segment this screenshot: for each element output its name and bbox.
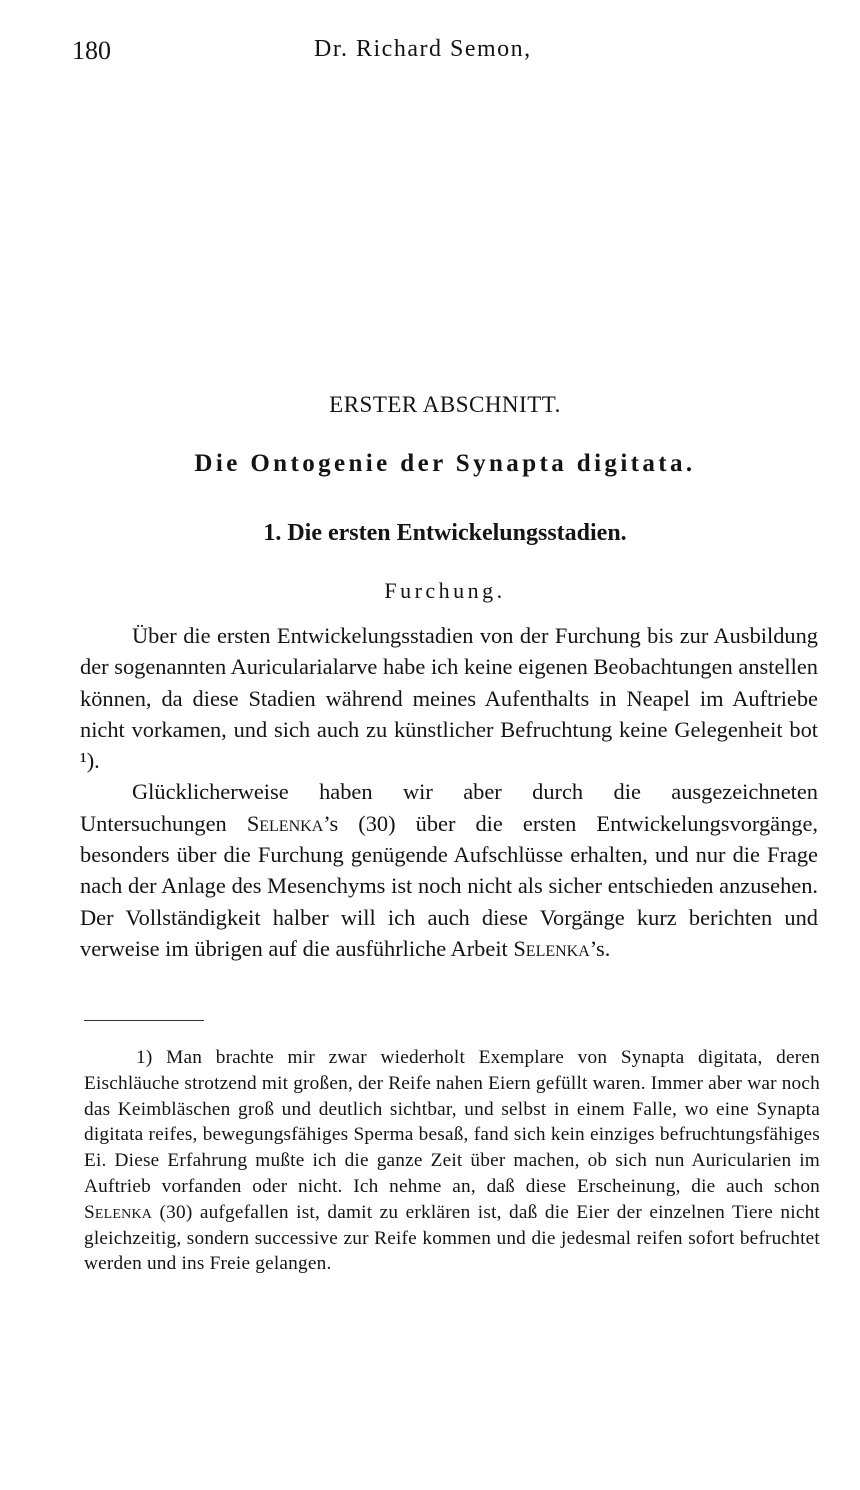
paragraph-2 xyxy=(80,776,818,964)
body-text xyxy=(80,620,818,964)
paragraph-2-text-b: ’s (30) über die ersten Entwickelungsvorgänge, besonders über die Furchung genügende Aufschlüsse erhalten, und nur die Frage nach der Anlage des Mesenchyms ist noch nicht als sicher entschieden anzusehen. Der Vollständigkeit halber will ich auch diese Vorgänge kurz berichten und verweise im übrigen auf die ausführliche Arbeit xyxy=(80,810,818,961)
section-label: ERSTER ABSCHNITT. xyxy=(329,392,561,417)
footnote-paragraph xyxy=(84,1045,820,1277)
page-number: 180 xyxy=(72,36,111,65)
footnote xyxy=(84,1045,820,1277)
author-name: Selenka xyxy=(513,935,590,961)
chapter-title: Die Ontogenie der Synapta digitata. xyxy=(194,450,696,477)
author-name: Selenka xyxy=(246,810,324,836)
footnote-text-a: 1) Man brachte mir zwar wiederholt Exemplare von Synapta digitata, deren Eischläuche strotzend mit großen, der Reife nahen Eiern gefüllt waren. Immer aber war noch das Keimbläschen groß und deutlich sichtbar, und selbst in einem Falle, wo eine Synapta digitata reifes, bewegungsfähiges Sperma besaß, fand sich kein einziges befruchtungsfähiges Ei. Diese Erfahrung mußte ich die ganze Zeit über machen, ob sich nun Auricularien im Auftrieb vorfanden oder nicht. Ich nehme an, daß diese Erscheinung, die auch schon xyxy=(84,1047,820,1197)
paragraph-2-text-a: Glücklicherweise haben wir aber durch die ausgezeichneten Untersuchungen xyxy=(80,779,818,836)
running-head: Dr. Richard Semon, xyxy=(314,36,532,62)
author-name: Selenka xyxy=(84,1201,153,1223)
footnote-text-b: (30) aufgefallen ist, damit zu erklären ist, daß die Eier der einzelnen Tiere nicht gleichzeitig, sondern successive zur Reife kommen und die jedesmal reifen sofort befruchtet werden und ins Freie gelangen. xyxy=(84,1201,820,1275)
paragraph-1: Über die ersten Entwickelungsstadien von der Furchung bis zur Ausbildung der sogenannten Auricularialarve habe ich keine eigenen Beobachtungen anstellen können, da diese Stadien während meines Aufenthalts in Neapel im Auftriebe nicht vorkamen, und sich auch zu künstlicher Befruchtung keine Gelegenheit bot ¹). xyxy=(80,623,818,774)
subheading: Furchung. xyxy=(384,578,506,603)
footnote-divider xyxy=(84,1020,204,1021)
page-header xyxy=(72,36,780,66)
paragraph-2-text-c: ’s. xyxy=(589,935,611,961)
subsection-title: 1. Die ersten Entwickelungsstadien. xyxy=(263,520,627,546)
